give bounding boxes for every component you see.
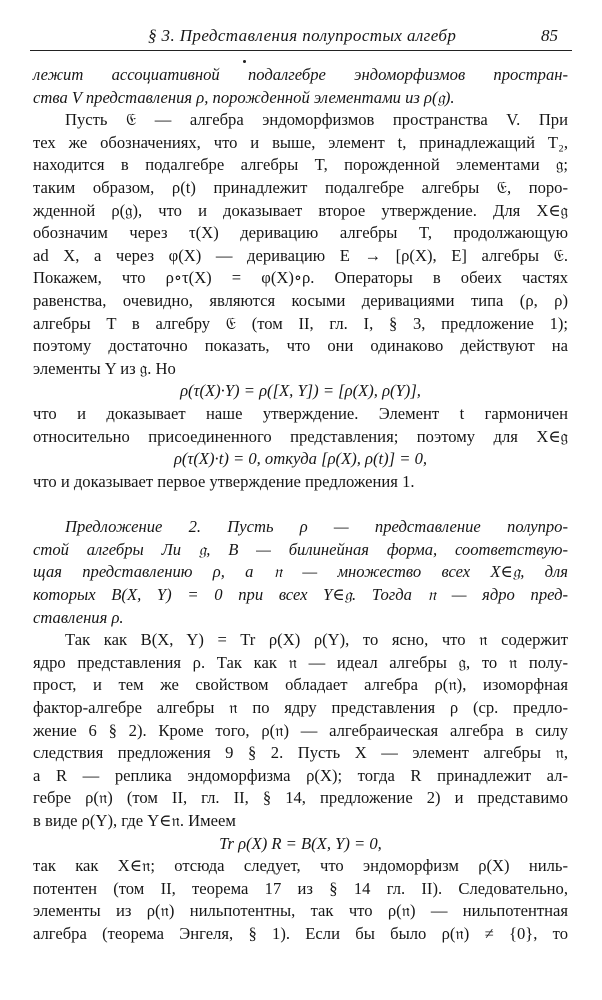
- text-line: элементы Y из 𝔤. Но: [33, 358, 176, 378]
- running-head: [30, 22, 572, 50]
- page-body: [33, 64, 568, 946]
- text-line: что и доказывает первое утверждение предложения 1.: [33, 471, 415, 491]
- text-line: Так как B(X, Y) = Tr ρ(X) ρ(Y), то ясно, что 𝔫 содержит: [65, 630, 568, 650]
- proposition-line: стой алгебры Ли 𝔤, B — билинейная форма, соответствую-: [33, 539, 568, 559]
- text-line: лежит ассоциативной подалгебре эндоморфизмов простран-: [33, 65, 568, 84]
- text-line: ядро представления ρ. Так как 𝔫 — идеал алгебры 𝔤, то 𝔫 полу-: [33, 652, 568, 672]
- text-line: обозначим через τ(X) деривацию алгебры T, продолжающую: [33, 223, 568, 243]
- text-line: алгебры T в алгебру 𝔈 (том II, гл. I, § 3, предложение 1);: [33, 313, 568, 333]
- text-line: в виде ρ(Y), где Y∈𝔫. Имеем: [33, 811, 236, 830]
- display-formula: Tr ρ(X) R = B(X, Y) = 0,: [219, 833, 382, 853]
- text-line: фактор-алгебре алгебры 𝔫 по ядру представления ρ (ср. предло-: [33, 698, 568, 718]
- text-line: потентен (том II, теорема 17 из § 14 гл. II). Следовательно,: [33, 878, 568, 898]
- proposition-line: ставления ρ.: [33, 607, 124, 627]
- text-line: поэтому достаточно показать, что они одинаково действуют на: [33, 336, 568, 356]
- text-line: следствия предложения 9 § 2. Пусть X — элемент алгебры 𝔫,: [33, 743, 568, 763]
- text-line: ad X, а через φ(X) — деривацию E → [ρ(X), E] алгебры 𝔈.: [33, 245, 568, 265]
- page-number: 85: [541, 26, 558, 45]
- text-line: так как X∈𝔫; отсюда следует, что эндоморфизм ρ(X) ниль-: [33, 856, 568, 876]
- proposition-line: Предложение 2. Пусть ρ — представление полупро-: [65, 517, 568, 537]
- running-head-rule: [30, 50, 572, 51]
- paragraph-gap: [33, 493, 568, 516]
- text-line: гебре ρ(𝔫) (том II, гл. II, § 14, предложение 2) и представимо: [33, 788, 568, 808]
- text-line: жение 6 § 2). Кроме того, ρ(𝔫) — алгебраическая алгебра в силу: [33, 720, 568, 740]
- display-formula: ρ(τ(X)·t) = 0, откуда [ρ(X), ρ(t)] = 0,: [173, 449, 428, 469]
- text-line: элементы из ρ(𝔫) нильпотентны, так что ρ(𝔫) — нильпотентная: [33, 901, 568, 921]
- text-line: находится в подалгебре алгебры T, порожденной элементами 𝔤;: [33, 155, 568, 175]
- text-line: равенства, очевидно, являются косыми деривациями типа (ρ, ρ): [33, 290, 568, 310]
- proposition-line: которых B(X, Y) = 0 при всех Y∈𝔤. Тогда 𝔫 — ядро пред-: [33, 585, 568, 605]
- text-line: прост, и тем же свойством обладает алгебра ρ(𝔫), изоморфная: [33, 675, 568, 695]
- running-head-title: § 3. Представления полупростых алгебр: [148, 26, 457, 45]
- proposition-line: щая представлению ρ, а 𝔫 — множество всех X∈𝔤, для: [33, 562, 568, 582]
- text-line: а R — реплика эндоморфизма ρ(X); тогда R принадлежит ал-: [33, 765, 568, 785]
- print-speck: [243, 60, 246, 63]
- text-line: тех же обозначениях, что и выше, элемент t, принадлежащий T₂,: [33, 132, 568, 152]
- text-line: что и доказывает наше утверждение. Элемент t гармоничен: [33, 403, 568, 423]
- display-formula: ρ(τ(X)·Y) = ρ([X, Y]) = [ρ(X), ρ(Y)],: [180, 381, 421, 401]
- text-line: относительно присоединенного представления; поэтому для X∈𝔤: [33, 426, 568, 446]
- text-line: ства V представления ρ, порожденной элементами из ρ(𝔤).: [33, 87, 455, 107]
- text-line: Покажем, что ρ∘τ(X) = φ(X)∘ρ. Операторы в обеих частях: [33, 268, 568, 288]
- text-line: алгебра (теорема Энгеля, § 1). Если бы было ρ(𝔫) ≠ {0}, то: [33, 923, 568, 943]
- text-line: Пусть 𝔈 — алгебра эндоморфизмов пространства V. При: [65, 110, 568, 130]
- text-line: жденной ρ(𝔤), что и доказывает второе утверждение. Для X∈𝔤: [33, 200, 568, 220]
- text-line: таким образом, ρ(t) принадлежит подалгебре алгебры 𝔈, поро-: [33, 177, 568, 197]
